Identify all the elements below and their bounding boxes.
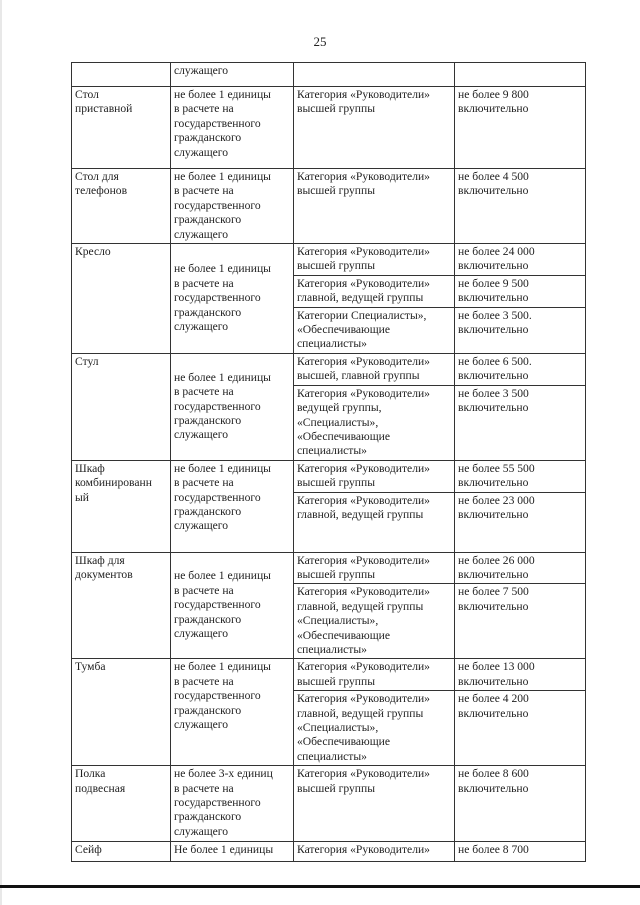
item-name-cell: Кресло xyxy=(72,244,171,354)
quantity-cell: не более 3-х единиц в расчете на государственного гражданского служащего xyxy=(171,766,294,842)
item-name-cell: Стол приставной xyxy=(72,87,171,169)
item-name-cell: Стул xyxy=(72,353,171,460)
price-limit-cell xyxy=(455,63,586,87)
category-cell: Категория «Руководители» главной, ведущей группы xyxy=(294,492,455,552)
item-name-cell: Стол для телефонов xyxy=(72,169,171,244)
quantity-cell: не более 1 единицы в расчете на государственного гражданского служащего xyxy=(171,659,294,766)
price-limit-cell: не более 8 700 xyxy=(455,842,586,862)
quantity-cell: служащего xyxy=(171,63,294,87)
category-cell: Категория «Руководители» высшей группы xyxy=(294,659,455,691)
price-limit-cell: не более 26 000 включительно xyxy=(455,552,586,584)
table-row xyxy=(72,87,586,169)
table-row xyxy=(72,169,586,244)
category-cell: Категория «Руководители» главной, ведущей группы «Специалисты», «Обеспечивающие специалисты» xyxy=(294,691,455,766)
price-limit-cell: не более 7 500 включительно xyxy=(455,584,586,659)
quantity-cell: не более 1 единицы в расчете на государственного гражданского служащего xyxy=(171,353,294,460)
category-cell: Категории Специалисты», «Обеспечивающие специалисты» xyxy=(294,307,455,353)
price-limit-cell: не более 4 200 включительно xyxy=(455,691,586,766)
table-row xyxy=(72,63,586,87)
price-limit-cell: не более 9 800 включительно xyxy=(455,87,586,169)
page-number: 25 xyxy=(313,34,327,49)
quantity-cell: Не более 1 единицы xyxy=(171,842,294,862)
quantity-cell: не более 1 единицы в расчете на государственного гражданского служащего xyxy=(171,87,294,169)
table-row xyxy=(72,244,586,276)
quantity-cell: не более 1 единицы в расчете на государственного гражданского служащего xyxy=(171,460,294,552)
category-cell: Категория «Руководители» главной, ведущей группы «Специалисты», «Обеспечивающие специалисты» xyxy=(294,584,455,659)
category-cell: Категория «Руководители» ведущей группы, «Специалисты», «Обеспечивающие специалисты» xyxy=(294,385,455,460)
quantity-cell: не более 1 единицы в расчете на государственного гражданского служащего xyxy=(171,552,294,659)
category-cell: Категория «Руководители» высшей группы xyxy=(294,552,455,584)
category-cell: Категория «Руководители» высшей группы xyxy=(294,244,455,276)
item-name-cell: Полка подвесная xyxy=(72,766,171,842)
quantity-cell: не более 1 единицы в расчете на государственного гражданского служащего xyxy=(171,169,294,244)
table-row xyxy=(72,353,586,385)
table-row xyxy=(72,659,586,691)
price-limit-cell: не более 3 500 включительно xyxy=(455,385,586,460)
item-name-cell: Шкаф для документов xyxy=(72,552,171,659)
item-name-cell: Шкаф комбинированн ый xyxy=(72,460,171,552)
price-limit-cell: не более 55 500 включительно xyxy=(455,460,586,492)
quantity-cell: не более 1 единицы в расчете на государственного гражданского служащего xyxy=(171,244,294,354)
category-cell: Категория «Руководители» главной, ведущей группы xyxy=(294,275,455,307)
table-row xyxy=(72,552,586,584)
scan-edge xyxy=(0,0,2,905)
item-name-cell: Сейф xyxy=(72,842,171,862)
category-cell: Категория «Руководители» высшей группы xyxy=(294,460,455,492)
item-name-cell: Тумба xyxy=(72,659,171,766)
price-limit-cell: не более 13 000 включительно xyxy=(455,659,586,691)
table-row xyxy=(72,842,586,862)
price-limit-cell: не более 3 500. включительно xyxy=(455,307,586,353)
item-name-cell xyxy=(72,63,171,87)
norms-table xyxy=(71,62,586,862)
category-cell: Категория «Руководители» высшей группы xyxy=(294,169,455,244)
table-row xyxy=(72,766,586,842)
price-limit-cell: не более 4 500 включительно xyxy=(455,169,586,244)
category-cell xyxy=(294,63,455,87)
price-limit-cell: не более 8 600 включительно xyxy=(455,766,586,842)
category-cell: Категория «Руководители» xyxy=(294,842,455,862)
price-limit-cell: не более 23 000 включительно xyxy=(455,492,586,552)
price-limit-cell: не более 24 000 включительно xyxy=(455,244,586,276)
page-bottom-border xyxy=(0,885,640,888)
price-limit-cell: не более 6 500. включительно xyxy=(455,353,586,385)
price-limit-cell: не более 9 500 включительно xyxy=(455,275,586,307)
table-row xyxy=(72,460,586,492)
category-cell: Категория «Руководители» высшей группы xyxy=(294,87,455,169)
category-cell: Категория «Руководители» высшей, главной группы xyxy=(294,353,455,385)
category-cell: Категория «Руководители» высшей группы xyxy=(294,766,455,842)
